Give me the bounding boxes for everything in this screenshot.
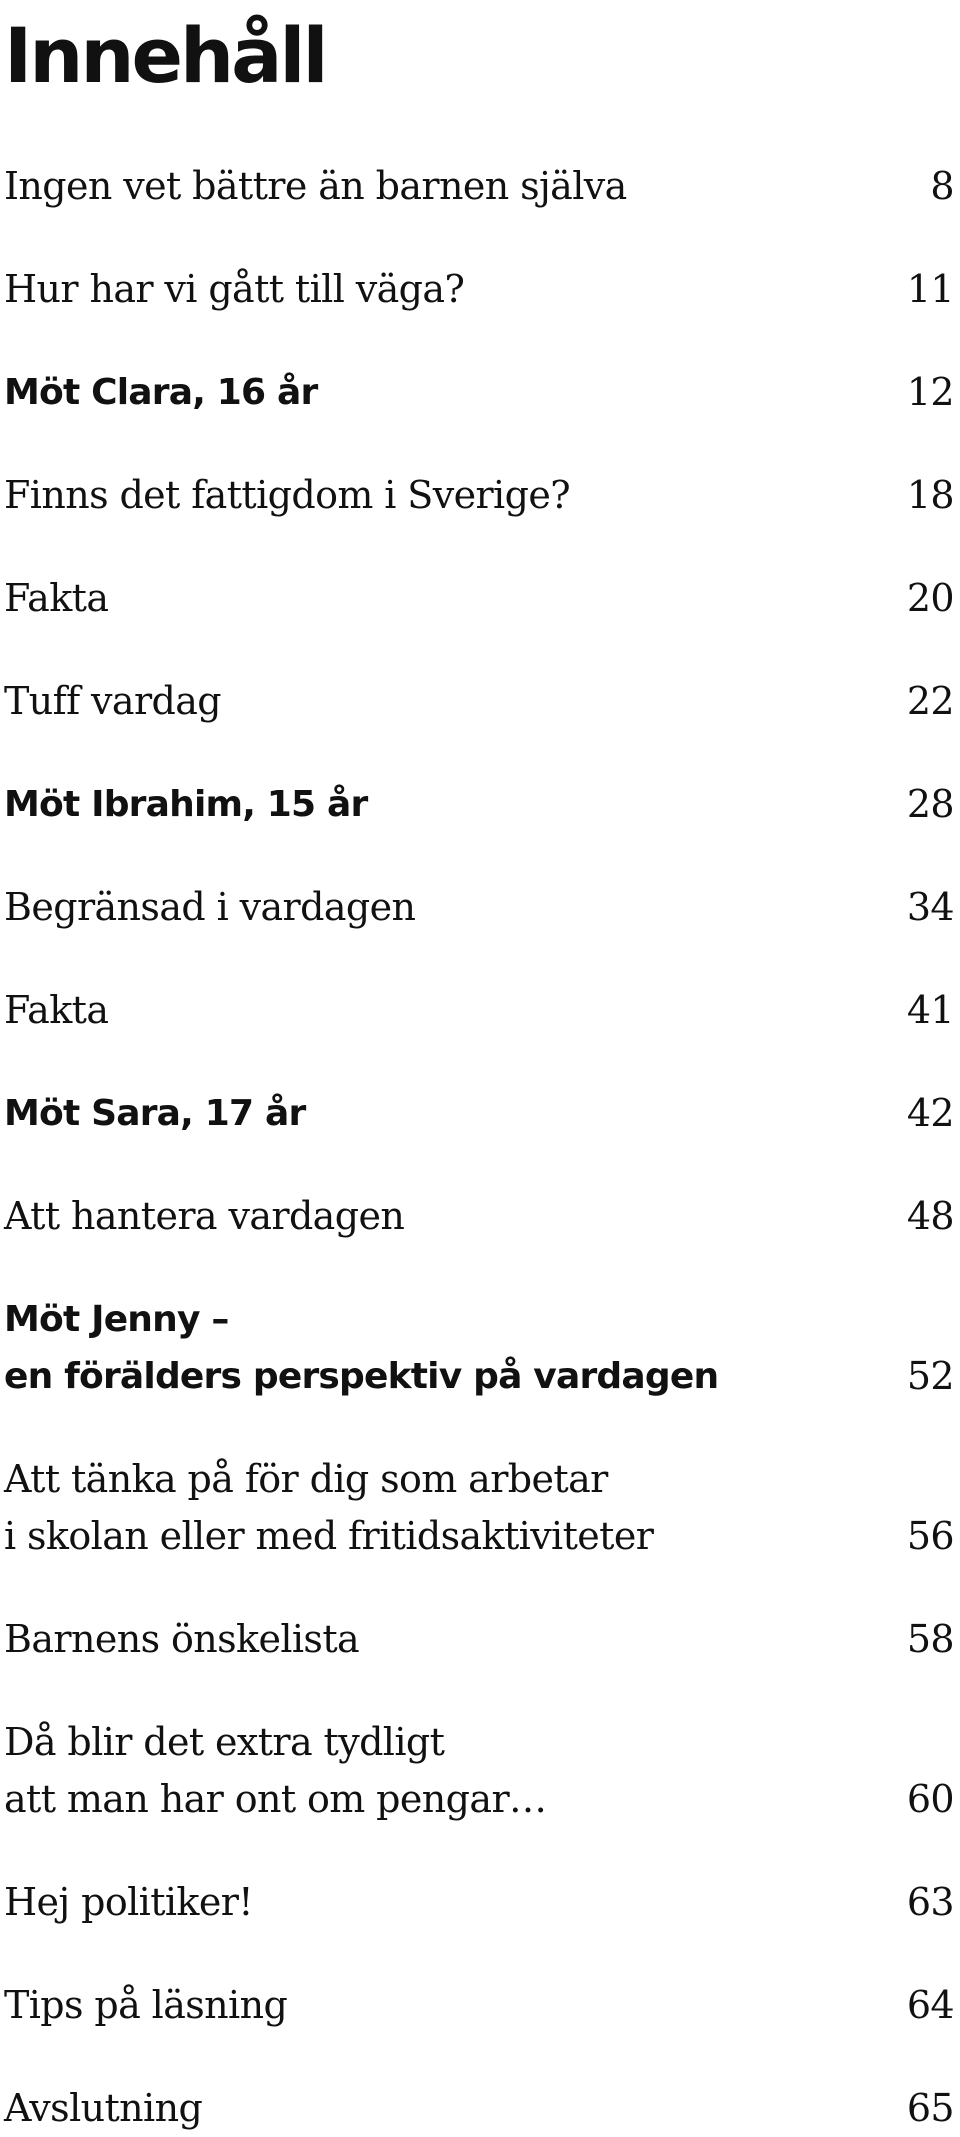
toc-page-number: 28 [906, 782, 954, 826]
toc-page-number: 52 [906, 1354, 954, 1398]
toc-entry [4, 261, 954, 318]
toc-entry [4, 467, 954, 524]
toc-entry-title: Tips på läsning [4, 1983, 288, 2027]
toc-page-number: 64 [906, 1983, 954, 2027]
toc-entry [4, 1714, 954, 1828]
toc-page-number: 22 [906, 679, 954, 723]
toc-entry-title: Då blir det extra tydligt [4, 1720, 445, 1764]
toc-page-number: 65 [906, 2086, 954, 2130]
toc-entry [4, 1291, 954, 1405]
toc-entry-title: Barnens önskelista [4, 1617, 360, 1661]
toc-entry-title: Avslutning [4, 2086, 203, 2130]
toc-page-number: 63 [906, 1880, 954, 1924]
toc-entry [4, 1611, 954, 1668]
toc-entry [4, 1977, 954, 2034]
toc-entry-title: Hej politiker! [4, 1880, 253, 1924]
toc-entry-title: Ingen vet bättre än barnen själva [4, 164, 627, 208]
toc-entry-title: att man har ont om pengar… [4, 1777, 547, 1821]
toc-entry [4, 1874, 954, 1931]
toc-entry [4, 1188, 954, 1245]
toc-entry-title: Möt Ibrahim, 15 år [4, 784, 368, 825]
toc-page-number: 11 [906, 267, 954, 311]
toc-entry [4, 879, 954, 936]
toc-page-number: 48 [906, 1194, 954, 1238]
toc-page-number: 20 [906, 576, 954, 620]
toc-entry-title: Möt Jenny – [4, 1299, 229, 1340]
toc-entry [4, 570, 954, 627]
toc-page-number: 42 [906, 1091, 954, 1135]
toc-page-number: 56 [906, 1514, 954, 1558]
toc-entry [4, 776, 954, 833]
toc-entry [4, 982, 954, 1039]
toc-entry-title: Fakta [4, 988, 109, 1032]
toc-entry-title: Att hantera vardagen [4, 1194, 405, 1238]
toc-page-number: 60 [906, 1777, 954, 1821]
toc-entry-title: Finns det fattigdom i Sverige? [4, 473, 570, 517]
toc-entry [4, 2080, 954, 2137]
page-title: Innehåll [4, 11, 326, 100]
toc-entry-title: Fakta [4, 576, 109, 620]
toc-entry-title: Tuff vardag [4, 679, 222, 723]
toc-entry-title: Hur har vi gått till väga? [4, 267, 465, 311]
toc-entry-title: Möt Clara, 16 år [4, 372, 318, 413]
toc-entry [4, 1451, 954, 1565]
toc-page-number: 8 [930, 164, 954, 208]
toc-entry [4, 1085, 954, 1142]
toc-page-number: 12 [906, 370, 954, 414]
toc-entry-title: en förälders perspektiv på vardagen [4, 1356, 719, 1397]
toc-entry-title: Begränsad i vardagen [4, 885, 416, 929]
toc-entry [4, 158, 954, 215]
toc-entry-title: Att tänka på för dig som arbetar [4, 1457, 608, 1501]
toc-entry-title: i skolan eller med fritidsaktiviteter [4, 1514, 654, 1558]
toc-entry [4, 673, 954, 730]
toc-page-number: 34 [906, 885, 954, 929]
toc-page-number: 18 [906, 473, 954, 517]
toc-page-number: 58 [906, 1617, 954, 1661]
toc-entry [4, 364, 954, 421]
toc-page-number: 41 [906, 988, 954, 1032]
toc-entry-title: Möt Sara, 17 år [4, 1093, 306, 1134]
